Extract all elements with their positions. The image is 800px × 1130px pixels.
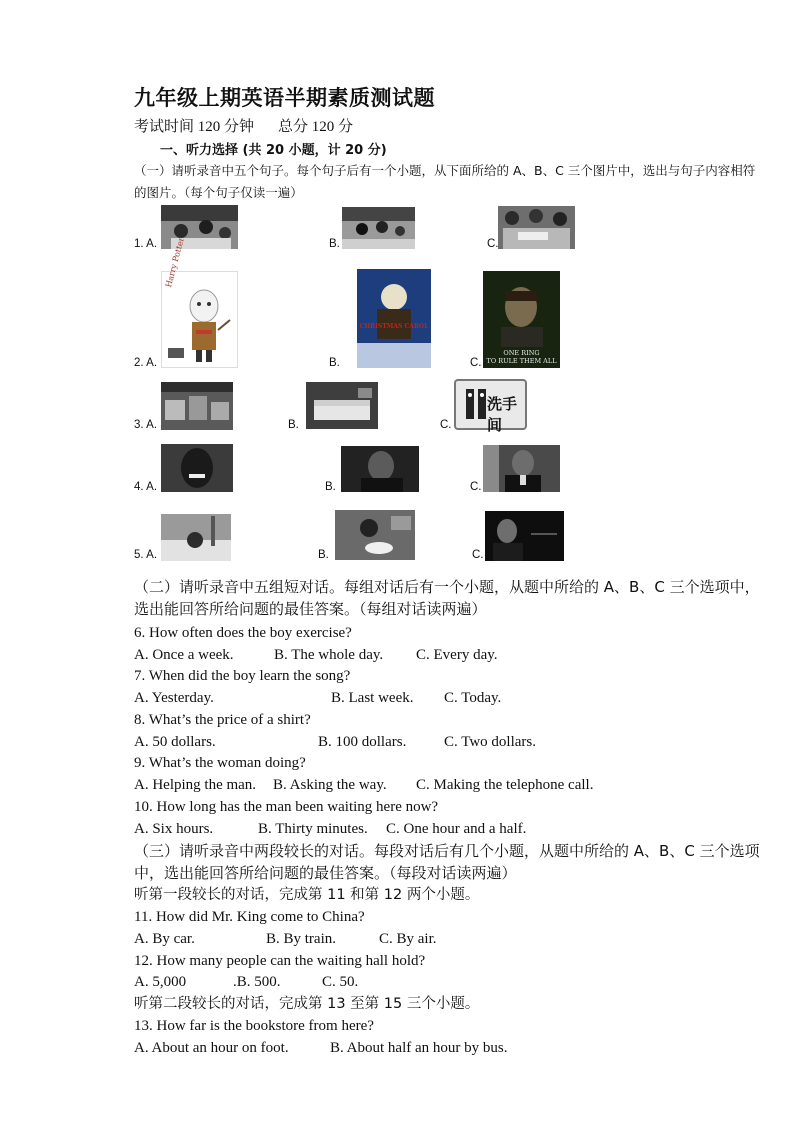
question-8: 8. What’s the price of a shirt? [134, 712, 311, 728]
q7-option-c: C. Today. [444, 690, 502, 706]
question-13: 13. How far is the bookstore from here? [134, 1018, 374, 1034]
question-6: 6. How often does the boy exercise? [134, 625, 352, 641]
q11-option-a: A. By car. [134, 931, 195, 947]
question-7: 7. When did the boy learn the song? [134, 668, 351, 684]
q7-option-b: B. Last week. [331, 690, 414, 706]
q6-option-a: A. Once a week. [134, 647, 234, 663]
row3-b-label: B. [288, 419, 299, 431]
q7-option-a: A. Yesterday. [134, 690, 214, 706]
row3-c-label: C. [440, 419, 452, 431]
running-photo [342, 207, 415, 249]
q12-option-b: .B. 500. [233, 974, 281, 990]
hospital-photo [161, 514, 231, 561]
q8-option-c: C. Two dollars. [444, 734, 537, 750]
total-score: 总分 120 分 [278, 119, 354, 135]
dialog1-note: 听第一段较长的对话，完成第 11 和第 12 两个小题。 [134, 887, 480, 903]
q6-option-c: C. Every day. [416, 647, 498, 663]
row3-a-label: 3. A. [134, 419, 158, 431]
row2-c-label: C. [470, 357, 482, 369]
one-ring-line2: TO RULE THEM ALL [486, 357, 557, 365]
q10-option-c: C. One hour and a half. [386, 821, 527, 837]
part3-instruction: （三）请听录音中两段较长的对话。每段对话后有几个小题，从题中所给的 A、B、C 三个选项中，选出能回答所给问题的最佳答案。（每段对话读两遍） [134, 842, 760, 882]
eating-photo [335, 510, 415, 560]
question-10: 10. How long has the man been waiting here now? [134, 799, 439, 815]
row2-b-label: B. [329, 357, 340, 369]
q12-option-a: A. 5,000 [134, 974, 187, 990]
dormitory-photo [161, 382, 233, 430]
man-portrait-photo [341, 446, 419, 492]
page-title: 九年级上期英语半期素质测试题 [134, 86, 435, 110]
one-ring-line1: ONE RING [503, 349, 540, 357]
row2-a-label: 2. A. [134, 357, 158, 369]
row4-a-label: 4. A. [134, 481, 158, 493]
q9-option-b: B. Asking the way. [273, 777, 387, 793]
q13-option-a: A. About an hour on foot. [134, 1040, 289, 1056]
question-12: 12. How many people can the waiting hall hold? [134, 953, 426, 969]
classroom-photo [161, 205, 238, 249]
q6-option-b: B. The whole day. [274, 647, 384, 663]
question-9: 9. What’s the woman doing? [134, 755, 306, 771]
lord-of-rings-poster [483, 271, 560, 368]
washroom-sign [454, 379, 527, 434]
question-11: 11. How did Mr. King come to China? [134, 909, 365, 925]
row5-b-label: B. [318, 549, 329, 561]
group-study-photo [498, 206, 575, 249]
one-ring-text [483, 349, 560, 365]
q8-option-b: B. 100 dollars. [318, 734, 407, 750]
row4-c-label: C. [470, 481, 482, 493]
row1-b-label: B. [329, 238, 340, 250]
harry-potter-logo-text: Harry Potter [164, 236, 186, 289]
hotel-room-photo [306, 382, 378, 429]
q13-option-b: B. About half an hour by bus. [330, 1040, 508, 1056]
row5-c-label: C. [472, 549, 484, 561]
smiling-girl-photo [161, 444, 233, 492]
part1-instruction: （一）请听录音中五个句子。每个句子后有一个小题，从下面所给的 A、B、C 三个图片中，选出与句子内容相符的图片。（每个句子仅读一遍） [134, 163, 756, 200]
steve-jobs-photo [485, 511, 564, 561]
q9-option-c: C. Making the telephone call. [416, 777, 594, 793]
harry-potter-cartoon [161, 236, 238, 368]
exam-time: 考试时间 120 分钟 [134, 119, 255, 135]
washroom-sign-text: 洗手间 [487, 395, 518, 434]
q12-option-c: C. 50. [322, 974, 359, 990]
president-photo [483, 445, 560, 492]
christmas-carol-text: CHRISTMAS CAROL [359, 323, 429, 330]
q9-option-a: A. Helping the man. [134, 777, 257, 793]
q10-option-a: A. Six hours. [134, 821, 214, 837]
q11-option-b: B. By train. [266, 931, 336, 947]
christmas-carol-poster [357, 269, 431, 368]
row1-c-label: C. [487, 238, 499, 250]
q11-option-c: C. By air. [379, 931, 437, 947]
q10-option-b: B. Thirty minutes. [258, 821, 368, 837]
dialog2-note: 听第二段较长的对话，完成第 13 至第 15 三个小题。 [134, 996, 480, 1012]
row1-a-label: 1. A. [134, 238, 158, 250]
row5-a-label: 5. A. [134, 549, 158, 561]
exam-meta [134, 120, 353, 135]
row4-b-label: B. [325, 481, 336, 493]
part2-instruction: （二）请听录音中五组短对话。每组对话后有一个小题，从题中所给的 A、B、C 三个选项中，选出能回答所给问题的最佳答案。（每组对话读两遍） [134, 578, 760, 618]
q8-option-a: A. 50 dollars. [134, 734, 216, 750]
section-heading: 一、听力选择 (共 20 小题，计 20 分) [160, 143, 387, 158]
